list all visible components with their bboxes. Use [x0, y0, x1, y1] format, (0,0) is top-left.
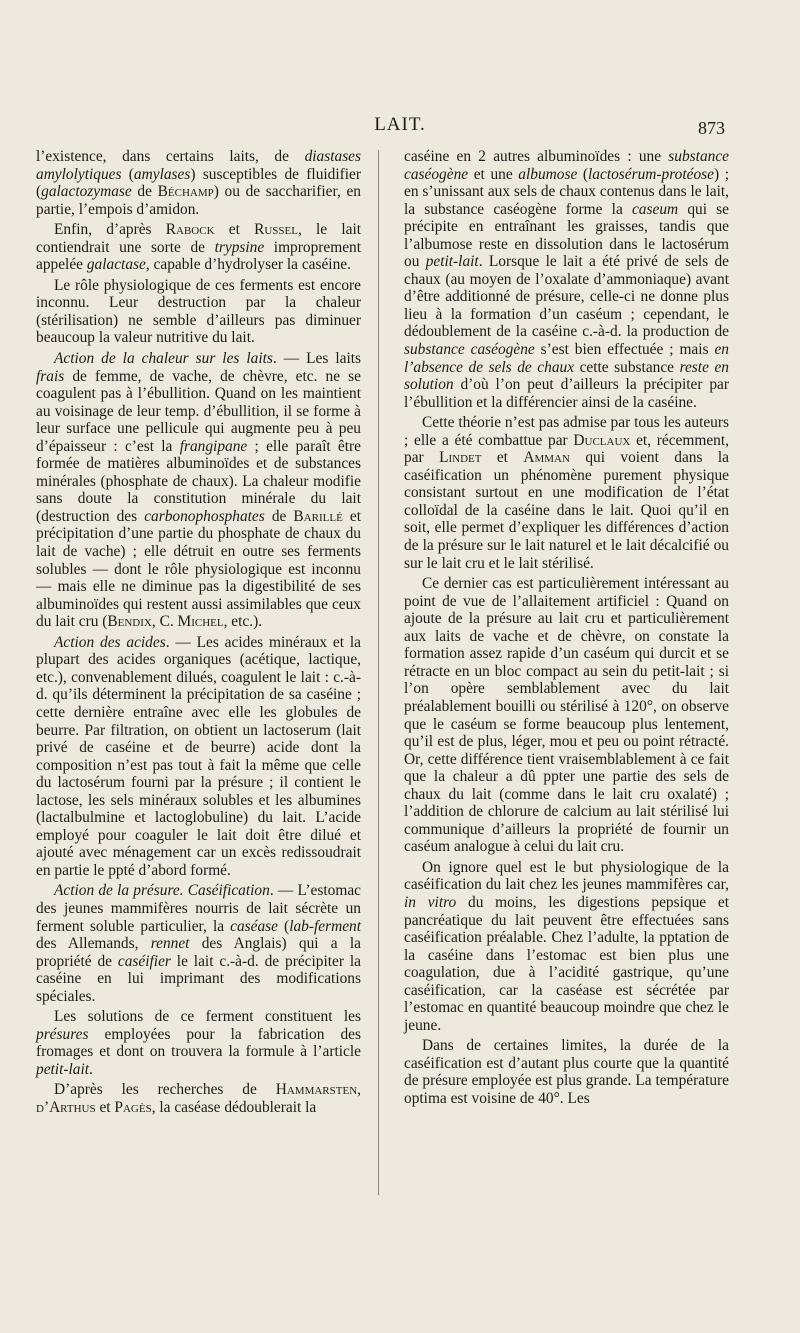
- italic-text: Action de la présure. Caséification: [54, 882, 270, 900]
- paragraph: [404, 859, 729, 1034]
- text-run: caséine en 2 autres albuminoïdes : une: [404, 148, 669, 165]
- text-run: (: [577, 165, 589, 183]
- left-text-column: [36, 148, 361, 1117]
- text-run: du moins, les digestions pepsique et pancréatique du lait peuvent être effectuées sans caséification préalable. Chez l’adulte, la pptation de la caséine dans l’estomac est bien plus une coagulation, due à l’acidité gastrique, qu’une caséification, car la caséase est sécrétée par l’estomac en quantité beaucoup moindre que chez le jeune.: [404, 893, 729, 1034]
- italic-text: galactase: [86, 256, 146, 274]
- text-run: . Lorsque le lait a été privé de sels de chaux (au moyen de l’oxalate d’ammoniaque) avant d’être additionné de présure, celle-ci ne donne plus lieu à la formation d’un caséum ; cependant, le dédoublement de la caséine c.-à-d. la production de: [404, 253, 729, 341]
- page-number: 873: [698, 118, 725, 138]
- italic-text: frangipane: [179, 437, 248, 455]
- text-run: D’après les recherches de: [54, 1081, 276, 1099]
- text-run: et précipitation d’une partie du phosphate de chaux du lait de vache) ; elle détruit en outre ses ferments solubles — dont le rôle physiologique est inconnu — mais elle ne diminue pas la digestibilité de ses albuminoïdes qui restent aussi assimilables que ceux du lait cru (: [36, 507, 361, 631]
- paragraph: [36, 1008, 361, 1078]
- text-run: On ignore quel est le but physiologique de la caséification du lait chez les jeunes mammifères car,: [404, 858, 729, 894]
- text-run: des Anglais) qui a la propriété de: [36, 935, 361, 970]
- paragraph: [404, 1037, 729, 1107]
- author-name: Rabock: [165, 221, 215, 239]
- italic-text: caséifier: [117, 952, 171, 970]
- text-run: et: [95, 1098, 115, 1116]
- text-run: (: [121, 165, 134, 183]
- italic-text: lab-ferment: [289, 917, 361, 935]
- text-run: . — L’estomac des jeunes mammifères nourris de lait sécrète un ferment soluble particulier, la: [36, 882, 361, 935]
- paragraph: [404, 414, 729, 572]
- paragraph: [36, 221, 361, 274]
- italic-text: lactosérum-protéose: [588, 165, 714, 183]
- text-run: . — Les acides minéraux et la plupart des acides organiques (acétique, lactique, etc.), convenablement dilués, coagulent le lait : c.-à-d. qu’ils déterminent la précipitation de sa caséine ; cette dernière entraîne avec elle les globules de beurre. Par filtration, on obtient un lactoserum (lait privé de caséine et de beurre) acide dont la composition n’est pas tout à fait la même que celle du lactosérum fourni par la présure ; il contient le lactose, les sels minéraux solubles et les albumines (lactalbulmine et lactoglobuline) du lait. L’acide employé pour coaguler le lait doit être dilué et ajouté avec ménagement car un excès redissoudrait en partie le ppté d’abord formé.: [36, 633, 361, 879]
- italic-text: galactozymase: [41, 183, 132, 201]
- text-run: ) ou de saccharifier, en partie, l’empois d’amidon.: [36, 183, 361, 218]
- column-divider: [378, 150, 379, 1195]
- author-name: Hammarsten: [275, 1081, 358, 1099]
- paragraph: [36, 277, 361, 347]
- italic-text: Action des acides: [54, 633, 166, 651]
- paragraph: [36, 148, 361, 218]
- italic-text: amylases: [133, 165, 191, 183]
- text-run: . — Les laits: [272, 350, 362, 368]
- text-run: Le rôle physiologique de ces ferments est encore inconnu. Leur destruction par la chaleur (stérilisation) ne semble d’ailleurs pas diminuer beaucoup la valeur nutritive du lait.: [36, 276, 361, 347]
- text-run: (: [278, 917, 290, 935]
- author-name: Pagès: [114, 1098, 152, 1116]
- author-name: Lindet: [439, 449, 482, 467]
- italic-text: frais: [36, 367, 65, 385]
- italic-text: petit-lait: [425, 253, 479, 271]
- author-name: Barillé: [293, 507, 343, 525]
- italic-text: Action de la chaleur sur les laits: [54, 350, 273, 368]
- text-run: Cette théorie n’est pas admise par tous les auteurs ; elle a été combattue par: [404, 414, 729, 449]
- italic-text: substance caséogène: [404, 341, 535, 359]
- paragraph: [404, 575, 729, 856]
- italic-text: diastases amylolytiques: [36, 148, 361, 183]
- text-run: de: [131, 183, 158, 201]
- italic-text: trypsine: [214, 238, 265, 256]
- text-run: d’où l’on peut d’ailleurs la précipiter par l’ébullition et la différencier ainsi de la caséine.: [404, 376, 729, 411]
- paragraph: [36, 634, 361, 880]
- text-run: des Allemands,: [36, 935, 151, 953]
- text-run: et une: [468, 165, 519, 183]
- italic-text: caseum: [631, 200, 679, 218]
- author-name: Russel: [254, 221, 298, 239]
- author-name: Duclaux: [573, 431, 631, 449]
- text-run: , etc.).: [223, 613, 263, 631]
- author-name: Béchamp: [157, 183, 214, 201]
- author-name: Bendix: [107, 613, 152, 631]
- text-run: ; elle paraît être formée de matières albuminoïdes et de substances minérales (phosphate de chaux). La chaleur modifie sans doute la constitution minérale du lait (destruction des: [36, 437, 361, 525]
- text-run: ) ; en s’unissant aux sels de chaux contenus dans le lait, la substance caséogène forme la: [404, 165, 729, 218]
- text-run: le lait c.-à-d. de précipiter la caséine en lui imprimant des modifications spéciales.: [36, 952, 361, 1005]
- italic-text: carbonophosphates: [144, 507, 265, 525]
- italic-text: substance caséogène: [404, 148, 729, 183]
- right-text-column: [404, 148, 729, 1108]
- paragraph: [36, 350, 361, 631]
- text-run: de femme, de vache, de chèvre, etc. ne se coagulent pas à l’ébullition. Quand on les maintient au voisinage de leur temp. d’ébullition, il se forme à leur surface une pellicule qui augmente peu à peu d’épaisseur : c’est la: [36, 367, 361, 455]
- italic-text: présures: [36, 1025, 89, 1043]
- running-header: LAIT.: [374, 114, 426, 135]
- text-run: Les solutions de ce ferment constituent les: [54, 1008, 361, 1026]
- text-run: et: [214, 221, 255, 239]
- paragraph: [404, 148, 729, 411]
- text-run: l’existence, dans certains laits, de: [36, 148, 305, 165]
- text-run: s’est bien effectuée ; mais: [534, 341, 715, 359]
- text-run: ,: [357, 1081, 361, 1099]
- text-run: et: [481, 449, 524, 467]
- text-run: de: [264, 507, 294, 525]
- author-name: d’Arthus: [36, 1098, 96, 1116]
- text-run: qui se précipite en entraînant les graisses, tandis que l’albumose reste en dissolution dans le lactosérum ou: [404, 200, 730, 271]
- italic-text: reste en solution: [404, 358, 729, 394]
- text-run: improprement appelée: [36, 238, 361, 274]
- text-run: Dans de certaines limites, la durée de la caséification est d’autant plus courte que la quantité de présure employée est plus grande. La température optima est voisine de 40°. Les: [404, 1037, 729, 1107]
- author-name: C. Michel: [159, 613, 224, 631]
- text-run: , capable d’hydrolyser la caséine.: [145, 256, 351, 274]
- text-run: cette substance: [574, 358, 680, 376]
- text-run: ,: [151, 613, 160, 631]
- italic-text: in vitro: [404, 893, 457, 911]
- italic-text: albumose: [518, 165, 578, 183]
- text-run: qui voient dans la caséification un phénomène purement physique consistant surtout en une modification de l’état colloïdal de la caséine dans le lait. Quoi qu’il en soit, elle permet d’expliquer les différences d’action de la présure sur le lait naturel et le lait décalcifié ou sur le lait cru et le lait stérilisé.: [404, 449, 729, 572]
- paragraph: [36, 882, 361, 1005]
- italic-text: petit-lait: [36, 1060, 90, 1078]
- text-run: , le lait contiendrait une sorte de: [36, 221, 362, 256]
- text-run: employées pour la fabrication des fromages et dont on trouvera la formule à l’article: [36, 1025, 361, 1061]
- text-run: Ce dernier cas est particulièrement intéressant au point de vue de l’allaitement artificiel : Quand on ajoute de la présure au lait cru et particulièrement aux laits de vache et de chèvre, on constate la formation assez rapide d’un caséum qui durcit et se rétracte en un bloc compact au sein du petit-lait ; si l’on opère semblablement avec du lait préalablement bouilli ou stérilisé à 120°, on observe que le caséum se forme beaucoup plus lentement, qu’il est de plus, léger, mou et peu ou point rétracté. Or, cette différence tient vraisemblablement à ce fait que la chaleur a dû ppter une partie des sels de chaux du lait (comme dans le lait cru oxalaté) ; l’addition de chlorure de calcium au lait stérilisé lui communique d’ailleurs la propriété de fournir un caséum analogue à celui du lait cru.: [404, 575, 729, 856]
- text-run: .: [89, 1060, 93, 1078]
- text-run: et, récemment, par: [404, 431, 729, 467]
- italic-text: rennet: [150, 935, 190, 953]
- text-run: ) susceptibles de fluidifier (: [36, 165, 361, 201]
- italic-text: en l’absence de sels de chaux: [404, 341, 729, 376]
- text-run: , la caséase dédoublerait la: [151, 1098, 317, 1116]
- text-run: Enfin, d’après: [54, 221, 166, 239]
- paragraph: [36, 1081, 361, 1116]
- italic-text: caséase: [230, 917, 278, 935]
- author-name: Amman: [523, 449, 570, 467]
